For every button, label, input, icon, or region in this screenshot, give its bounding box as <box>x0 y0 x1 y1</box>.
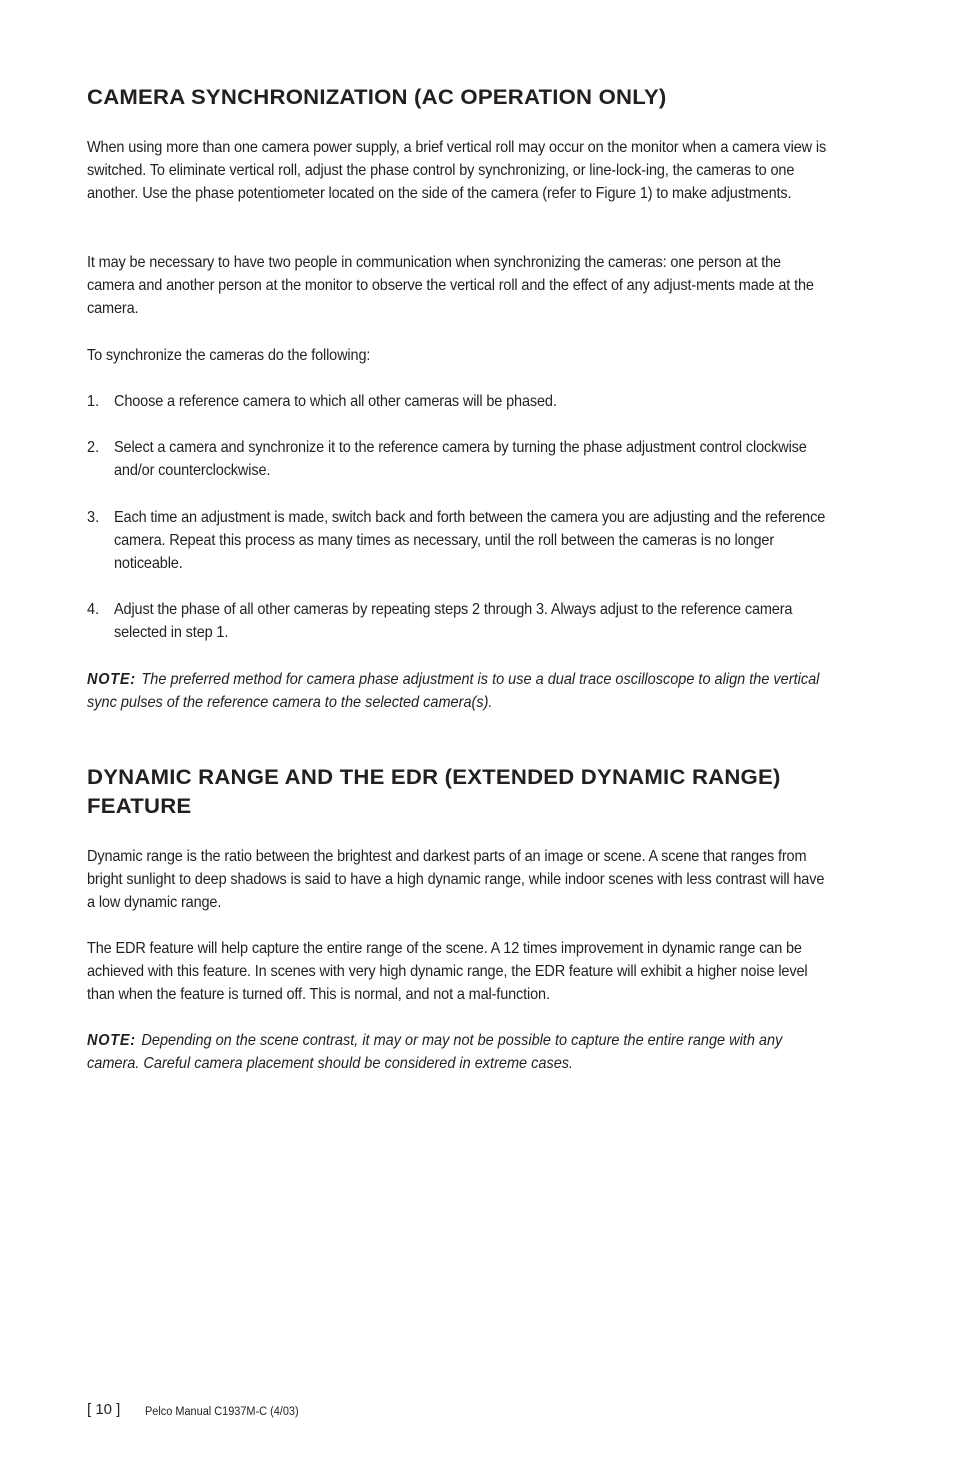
step-text: Select a camera and synchronize it to the reference camera by turning the phase adjustment control clockwise and/or counterclockwise. <box>114 439 807 479</box>
paragraph-vertical-roll: When using more than one camera power supply, a brief vertical roll may occur on the monitor when a camera view is switched. To eliminate vertical roll, adjust the phase control by synchronizing, or line-lock-ing, the cameras to one another. Use the phase potentiometer located on the side of the camera (refer to Figure 1) to make adjustments. <box>87 139 827 202</box>
note-label: NOTE: <box>87 671 136 688</box>
paragraph-two-people: It may be necessary to have two people in communication when synchronizing the cameras: one person at the camera and another person at the monitor to observe the vertical roll and the effect of any adjust-ments made at the camera. <box>87 254 814 317</box>
page-number: [ 10 ] <box>87 1401 121 1418</box>
manual-reference: Pelco Manual C1937M-C (4/03) <box>145 1406 299 1418</box>
paragraph-edr-feature: The EDR feature will help capture the entire range of the scene. A 12 times improvement in dynamic range can be achieved with this feature. In scenes with very high dynamic range, the EDR feature will exhibit a higher noise level than when the feature is turned off. This is normal, and not a mal-function. <box>87 940 808 1003</box>
section-title-dynamic-range: DYNAMIC RANGE AND THE EDR (EXTENDED DYNAMIC RANGE) FEATURE <box>87 765 781 818</box>
section-title-camera-synchronization: CAMERA SYNCHRONIZATION (AC OPERATION ONLY) <box>87 85 667 109</box>
step-text: Choose a reference camera to which all other cameras will be phased. <box>114 393 557 410</box>
note-scene-contrast <box>87 1029 831 1075</box>
step-text: Adjust the phase of all other cameras by repeating steps 2 through 3. Always adjust to the reference camera selected in step 1. <box>114 601 793 641</box>
note-text: Depending on the scene contrast, it may or may not be possible to capture the entire range with any camera. Careful camera placement should be considered in extreme cases. <box>87 1032 783 1072</box>
step-text: Each time an adjustment is made, switch back and forth between the camera you are adjusting and the reference camera. Repeat this process as many times as necessary, until the roll between the cameras is no longer noticeable. <box>114 509 826 572</box>
step-number: 4. <box>87 601 100 618</box>
step-number: 2. <box>87 439 100 456</box>
step-number: 1. <box>87 393 100 410</box>
note-text: The preferred method for camera phase adjustment is to use a dual trace oscilloscope to align the vertical sync pulses of the reference camera to the selected camera(s). <box>87 671 820 711</box>
note-label: NOTE: <box>87 1032 136 1049</box>
paragraph-steps-intro: To synchronize the cameras do the following: <box>87 347 371 364</box>
note-phase-adjustment <box>87 668 831 714</box>
step-number: 3. <box>87 509 100 526</box>
paragraph-dynamic-range-definition: Dynamic range is the ratio between the brightest and darkest parts of an image or scene. A scene that ranges from bright sunlight to deep shadows is said to have a high dynamic range, while indoor scenes with less contrast will have a low dynamic range. <box>87 848 825 911</box>
